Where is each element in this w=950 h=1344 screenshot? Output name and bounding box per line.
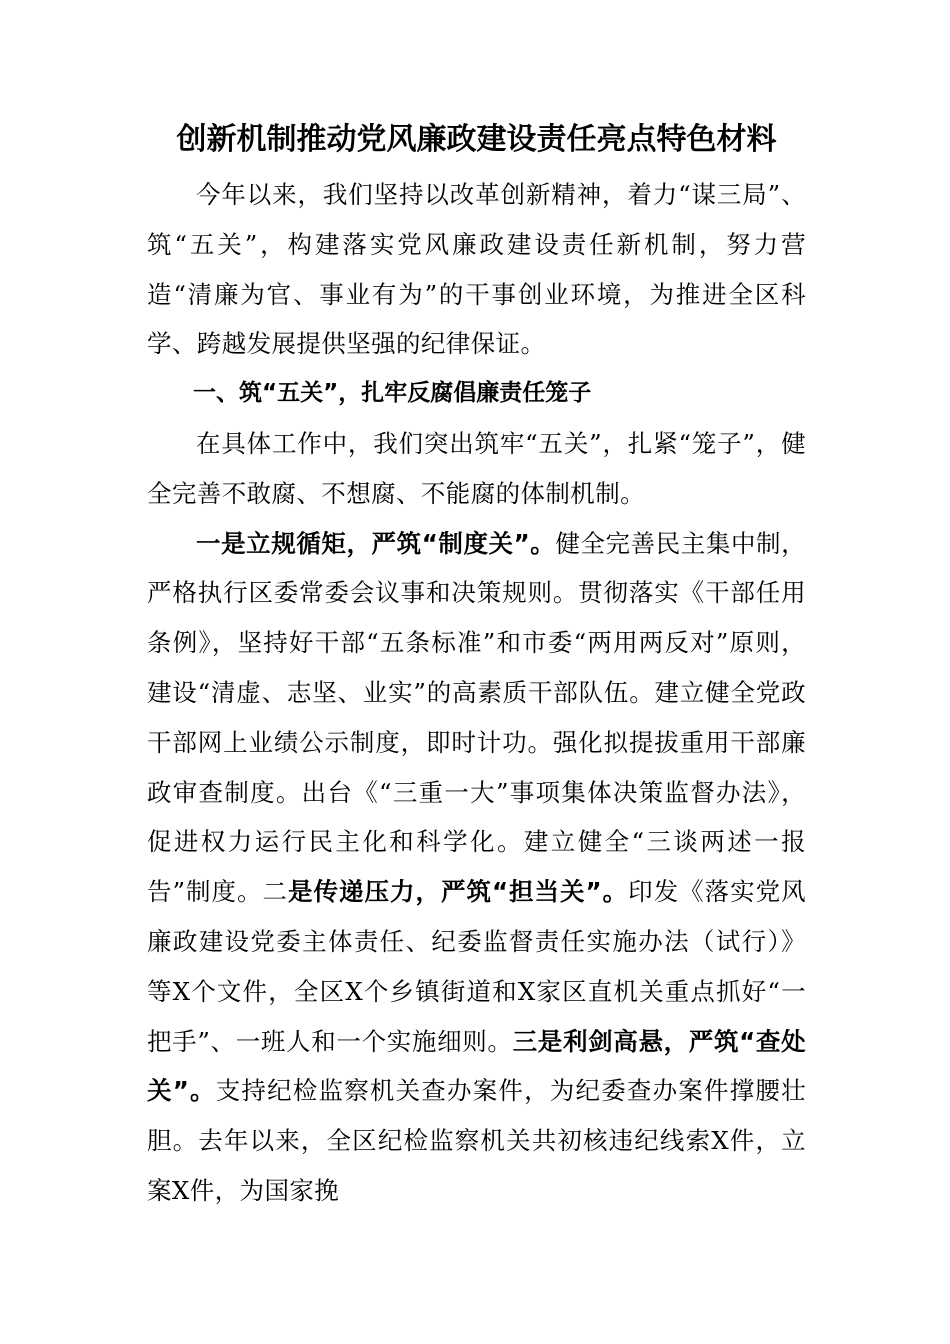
measure-3-title: 三是利剑高悬，严筑“查处关”。: [147, 1026, 806, 1106]
document-page: [147, 120, 806, 1216]
measure-2-title: 是传递压力，严筑“担当关”。: [288, 877, 629, 907]
measures-paragraph: [147, 519, 806, 1216]
measure-1-title: 一是立规循矩，严筑“制度关”。: [196, 528, 556, 558]
measure-1-text: 健全完善民主集中制，严格执行区委常委会议事和决策规则。贯彻落实《干部任用条例》，坚持好干部“五条标准”和市委“两用两反对”原则，建设“清虚、志坚、业实”的高素质干部队伍。建立健全党政干部网上业绩公示制度，即时计功。强化拟提拔重用干部廉政审查制度。出台《“三重一大”事项集体决策监督办法》，促进权力运行民主化和科学化。建立健全“三谈两述一报告”制度。二: [147, 528, 807, 907]
measure-3-text: 支持纪检监察机关查办案件，为纪委查办案件撑腰壮胆。去年以来，全区纪检监察机关共初核违纪线索X件，立案X件，为国家挽: [147, 1076, 806, 1205]
measure-2-text: 印发《落实党风廉政建设党委主体责任、纪委监督责任实施办法（试行）》等X个文件，全区X个乡镇街道和X家区直机关重点抓好“一把手”、一班人和一个实施细则。: [147, 877, 806, 1056]
document-title: 创新机制推动党风廉政建设责任亮点特色材料: [176, 122, 777, 157]
section-lead-paragraph: 在具体工作中，我们突出筑牢“五关”，扎紧“笼子”，健全完善不敢腐、不想腐、不能腐的体制机制。: [147, 428, 806, 508]
section-heading: 一、筑“五关”，扎牢反腐倡廉责任笼子: [193, 380, 592, 407]
intro-paragraph: 今年以来，我们坚持以改革创新精神，着力“谋三局”、筑“五关”，构建落实党风廉政建设责任新机制，努力营造“清廉为官、事业有为”的干事创业环境，为推进全区科学、跨越发展提供坚强的纪律保证。: [147, 180, 806, 359]
